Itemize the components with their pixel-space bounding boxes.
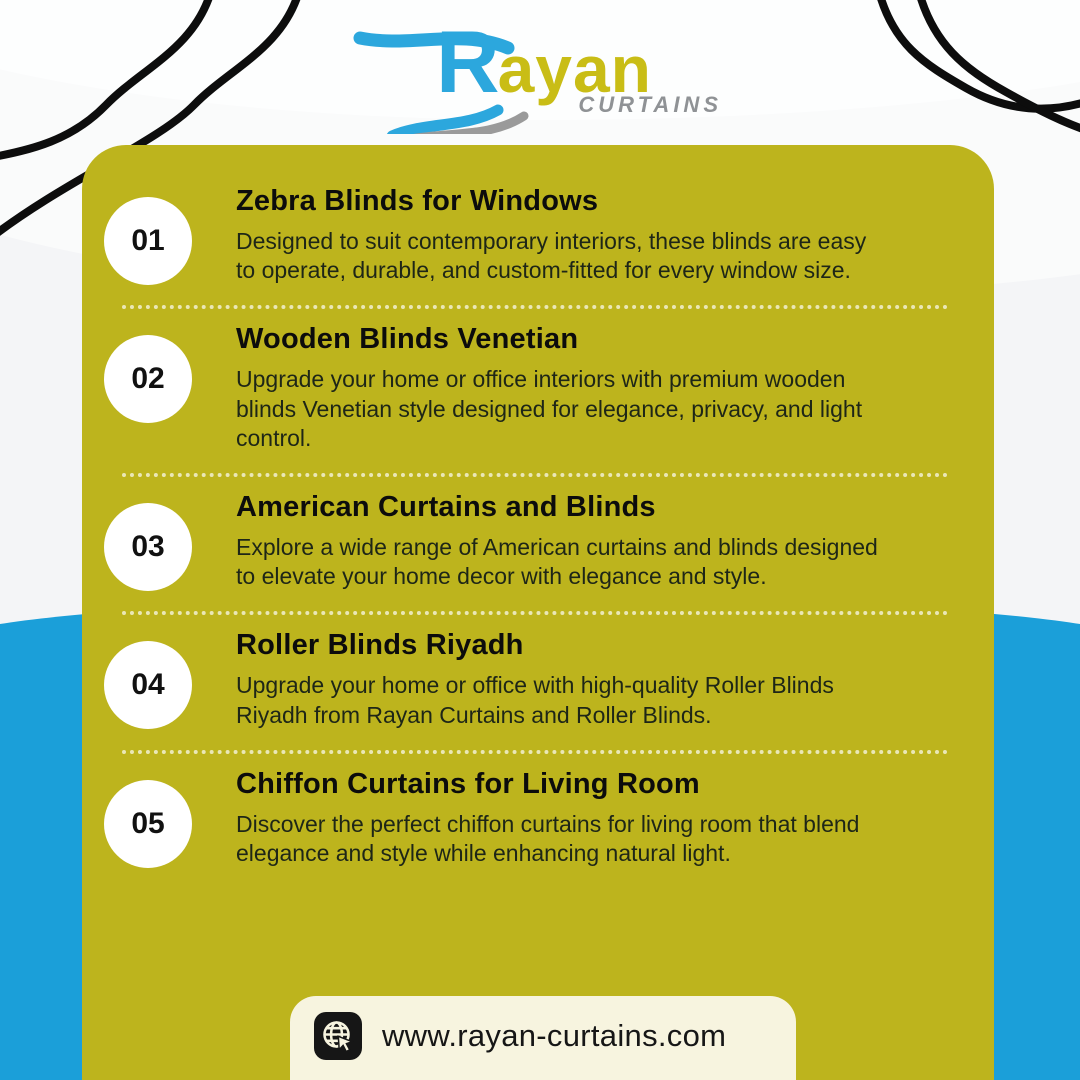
item-text [236,185,881,285]
item-number-badge: 04 [104,641,192,729]
item-description: Discover the perfect chiffon curtains for living room that blend elegance and style while enhancing natural light. [236,810,860,867]
item-text [236,629,881,729]
website-url[interactable]: www.rayan-curtains.com [382,1018,727,1053]
item-number-badge: 05 [104,780,192,868]
item-text [236,323,881,453]
brand-subtitle: CURTAINS [578,92,722,117]
item-description: Designed to suit contemporary interiors, these blinds are easy to operate, durable, and custom-fitted for every window size. [236,228,867,284]
item-title: Chiffon Curtains for Living Room [236,767,700,800]
item-title: Wooden Blinds Venetian [236,323,579,356]
item-description: Upgrade your home or office interiors with premium wooden blinds Venetian style designed for elegance, privacy, and light control. [236,366,863,451]
list-item [104,754,954,888]
item-number-badge: 02 [104,335,192,423]
item-number-badge: 01 [104,197,192,285]
globe-cursor-icon [314,1012,362,1060]
item-description: Upgrade your home or office with high-quality Roller Blinds Riyadh from Rayan Curtains and Roller Blinds. [236,672,834,728]
blinds-list-card [82,145,994,1080]
item-description: Explore a wide range of American curtains and blinds designed to elevate your home decor with elegance and style. [236,534,878,590]
list-item [104,171,954,305]
item-text [236,491,881,591]
brand-letter-r: R [436,12,498,111]
item-text [236,768,881,868]
brand-rest: ayan [497,32,652,106]
item-title: Zebra Blinds for Windows [236,185,599,217]
list-item [104,477,954,611]
item-title: American Curtains and Blinds [236,491,656,524]
item-title: Roller Blinds Riyadh [236,629,524,662]
list-item [104,309,954,473]
item-number-badge: 03 [104,503,192,591]
list-item [104,615,954,749]
website-link[interactable] [290,996,796,1080]
rayan-curtains-logo [360,12,722,128]
